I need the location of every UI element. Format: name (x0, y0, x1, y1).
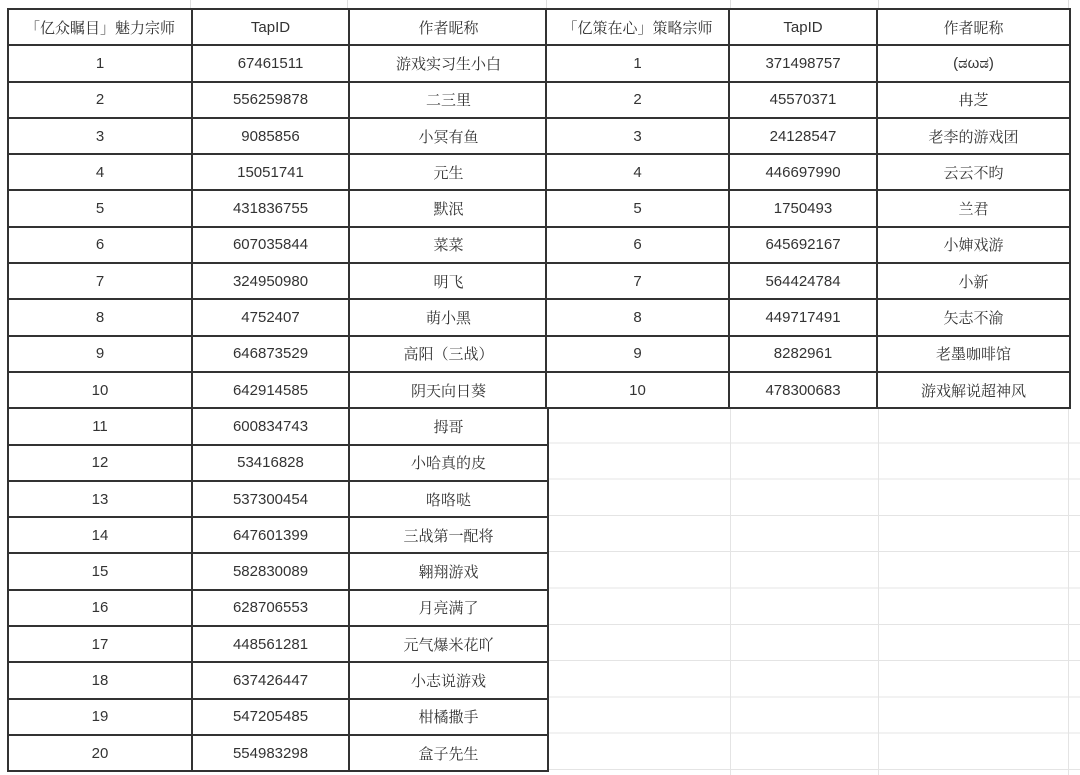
table-row (8, 82, 548, 118)
tapid-cell: 645692167 (729, 227, 877, 263)
rank-cell: 20 (8, 735, 192, 771)
table-row (546, 154, 1070, 190)
nickname-cell: (ಡωಡ) (877, 45, 1070, 81)
rank-cell: 15 (8, 553, 192, 589)
table-row (546, 336, 1070, 372)
table-row (8, 45, 548, 81)
grid-tick (878, 0, 879, 8)
nickname-cell: 小冥有鱼 (349, 118, 548, 154)
rank-cell: 3 (8, 118, 192, 154)
tapid-cell: 371498757 (729, 45, 877, 81)
table-row (546, 372, 1070, 408)
table-row (546, 45, 1070, 81)
table-row (8, 263, 548, 299)
table-row (8, 662, 548, 698)
nickname-cell: 小志说游戏 (349, 662, 548, 698)
table-row (8, 699, 548, 735)
nickname-cell: 三战第一配将 (349, 517, 548, 553)
column-header: 作者昵称 (349, 9, 548, 45)
rank-cell: 1 (546, 45, 729, 81)
nickname-cell: 阴天向日葵 (349, 372, 548, 408)
column-header: 「亿众瞩目」魅力宗师 (8, 9, 192, 45)
grid-tick (730, 0, 731, 8)
tapid-cell: 53416828 (192, 445, 349, 481)
rank-cell: 13 (8, 481, 192, 517)
table-row (8, 118, 548, 154)
ghost-gridline-vertical (878, 407, 879, 775)
nickname-cell: 游戏解说超神风 (877, 372, 1070, 408)
table-row (8, 299, 548, 335)
rank-cell: 14 (8, 517, 192, 553)
table-row (546, 227, 1070, 263)
column-header: 作者昵称 (877, 9, 1070, 45)
nickname-cell: 月亮满了 (349, 590, 548, 626)
tapid-cell: 448561281 (192, 626, 349, 662)
grid-tick (347, 0, 348, 8)
rank-cell: 16 (8, 590, 192, 626)
tapid-cell: 628706553 (192, 590, 349, 626)
nickname-cell: 兰君 (877, 190, 1070, 226)
table-row (546, 118, 1070, 154)
nickname-cell: 游戏实习生小白 (349, 45, 548, 81)
tapid-cell: 9085856 (192, 118, 349, 154)
tapid-cell: 554983298 (192, 735, 349, 771)
rank-cell: 8 (8, 299, 192, 335)
nickname-cell: 柑橘撒手 (349, 699, 548, 735)
table-row (8, 190, 548, 226)
tapid-cell: 637426447 (192, 662, 349, 698)
table-row (8, 336, 548, 372)
table-body (8, 45, 548, 771)
rank-cell: 6 (546, 227, 729, 263)
table-header-row (546, 9, 1070, 45)
rank-cell: 5 (8, 190, 192, 226)
tapid-cell: 431836755 (192, 190, 349, 226)
nickname-cell: 萌小黑 (349, 299, 548, 335)
column-header: TapID (192, 9, 349, 45)
rank-cell: 10 (546, 372, 729, 408)
nickname-cell: 老墨咖啡馆 (877, 336, 1070, 372)
table-row (546, 82, 1070, 118)
rank-cell: 8 (546, 299, 729, 335)
nickname-cell: 元生 (349, 154, 548, 190)
nickname-cell: 高阳（三战） (349, 336, 548, 372)
table-row (546, 190, 1070, 226)
table-row (8, 445, 548, 481)
nickname-cell: 老李的游戏团 (877, 118, 1070, 154)
rank-cell: 17 (8, 626, 192, 662)
table-row (8, 227, 548, 263)
rank-cell: 6 (8, 227, 192, 263)
tapid-cell: 642914585 (192, 372, 349, 408)
table-row (8, 372, 548, 408)
nickname-cell: 菜菜 (349, 227, 548, 263)
column-header: 「亿策在心」策略宗师 (546, 9, 729, 45)
table-row (546, 263, 1070, 299)
nickname-cell: 翱翔游戏 (349, 553, 548, 589)
table-row (546, 299, 1070, 335)
grid-tick (190, 0, 191, 8)
grid-tick (1068, 0, 1069, 8)
rank-cell: 1 (8, 45, 192, 81)
tapid-cell: 24128547 (729, 118, 877, 154)
nickname-cell: 元气爆米花吖 (349, 626, 548, 662)
ghost-gridlines-horizontal (549, 407, 1080, 775)
nickname-cell: 二三里 (349, 82, 548, 118)
nickname-cell: 默泯 (349, 190, 548, 226)
nickname-cell: 明飞 (349, 263, 548, 299)
rank-cell: 4 (8, 154, 192, 190)
ghost-gridline-vertical (730, 407, 731, 775)
tapid-cell: 4752407 (192, 299, 349, 335)
charm-master-ranking-table (7, 8, 549, 772)
table-header-row (8, 9, 548, 45)
nickname-cell: 云云不昀 (877, 154, 1070, 190)
rank-cell: 2 (546, 82, 729, 118)
table-row (8, 735, 548, 771)
nickname-cell: 拇哥 (349, 408, 548, 444)
rank-cell: 10 (8, 372, 192, 408)
rank-cell: 4 (546, 154, 729, 190)
tapid-cell: 564424784 (729, 263, 877, 299)
tapid-cell: 446697990 (729, 154, 877, 190)
header-row (8, 9, 548, 45)
table-row (8, 154, 548, 190)
table-row (8, 626, 548, 662)
tapid-cell: 547205485 (192, 699, 349, 735)
nickname-cell: 盒子先生 (349, 735, 548, 771)
tapid-cell: 1750493 (729, 190, 877, 226)
tapid-cell: 45570371 (729, 82, 877, 118)
tapid-cell: 647601399 (192, 517, 349, 553)
nickname-cell: 小婶戏游 (877, 227, 1070, 263)
tapid-cell: 582830089 (192, 553, 349, 589)
rank-cell: 9 (8, 336, 192, 372)
column-header: TapID (729, 9, 877, 45)
table-row (8, 408, 548, 444)
tapid-cell: 15051741 (192, 154, 349, 190)
tapid-cell: 646873529 (192, 336, 349, 372)
rank-cell: 19 (8, 699, 192, 735)
grid-tick (546, 0, 547, 8)
tapid-cell: 8282961 (729, 336, 877, 372)
rank-cell: 11 (8, 408, 192, 444)
tapid-cell: 449717491 (729, 299, 877, 335)
rank-cell: 12 (8, 445, 192, 481)
tapid-cell: 478300683 (729, 372, 877, 408)
tapid-cell: 556259878 (192, 82, 349, 118)
rank-cell: 3 (546, 118, 729, 154)
tapid-cell: 324950980 (192, 263, 349, 299)
strategy-master-ranking-table (545, 8, 1071, 409)
nickname-cell: 小哈真的皮 (349, 445, 548, 481)
tapid-cell: 67461511 (192, 45, 349, 81)
table-body (546, 45, 1070, 408)
table-row (8, 553, 548, 589)
nickname-cell: 咯咯哒 (349, 481, 548, 517)
rank-cell: 9 (546, 336, 729, 372)
nickname-cell: 矢志不渝 (877, 299, 1070, 335)
rank-cell: 7 (8, 263, 192, 299)
rank-cell: 5 (546, 190, 729, 226)
rank-cell: 18 (8, 662, 192, 698)
rank-cell: 7 (546, 263, 729, 299)
tapid-cell: 607035844 (192, 227, 349, 263)
header-row (546, 9, 1070, 45)
table-row (8, 481, 548, 517)
nickname-cell: 小新 (877, 263, 1070, 299)
ghost-gridline-vertical (1068, 407, 1069, 775)
nickname-cell: 冉芝 (877, 82, 1070, 118)
rank-cell: 2 (8, 82, 192, 118)
table-row (8, 590, 548, 626)
tapid-cell: 537300454 (192, 481, 349, 517)
table-row (8, 517, 548, 553)
tapid-cell: 600834743 (192, 408, 349, 444)
